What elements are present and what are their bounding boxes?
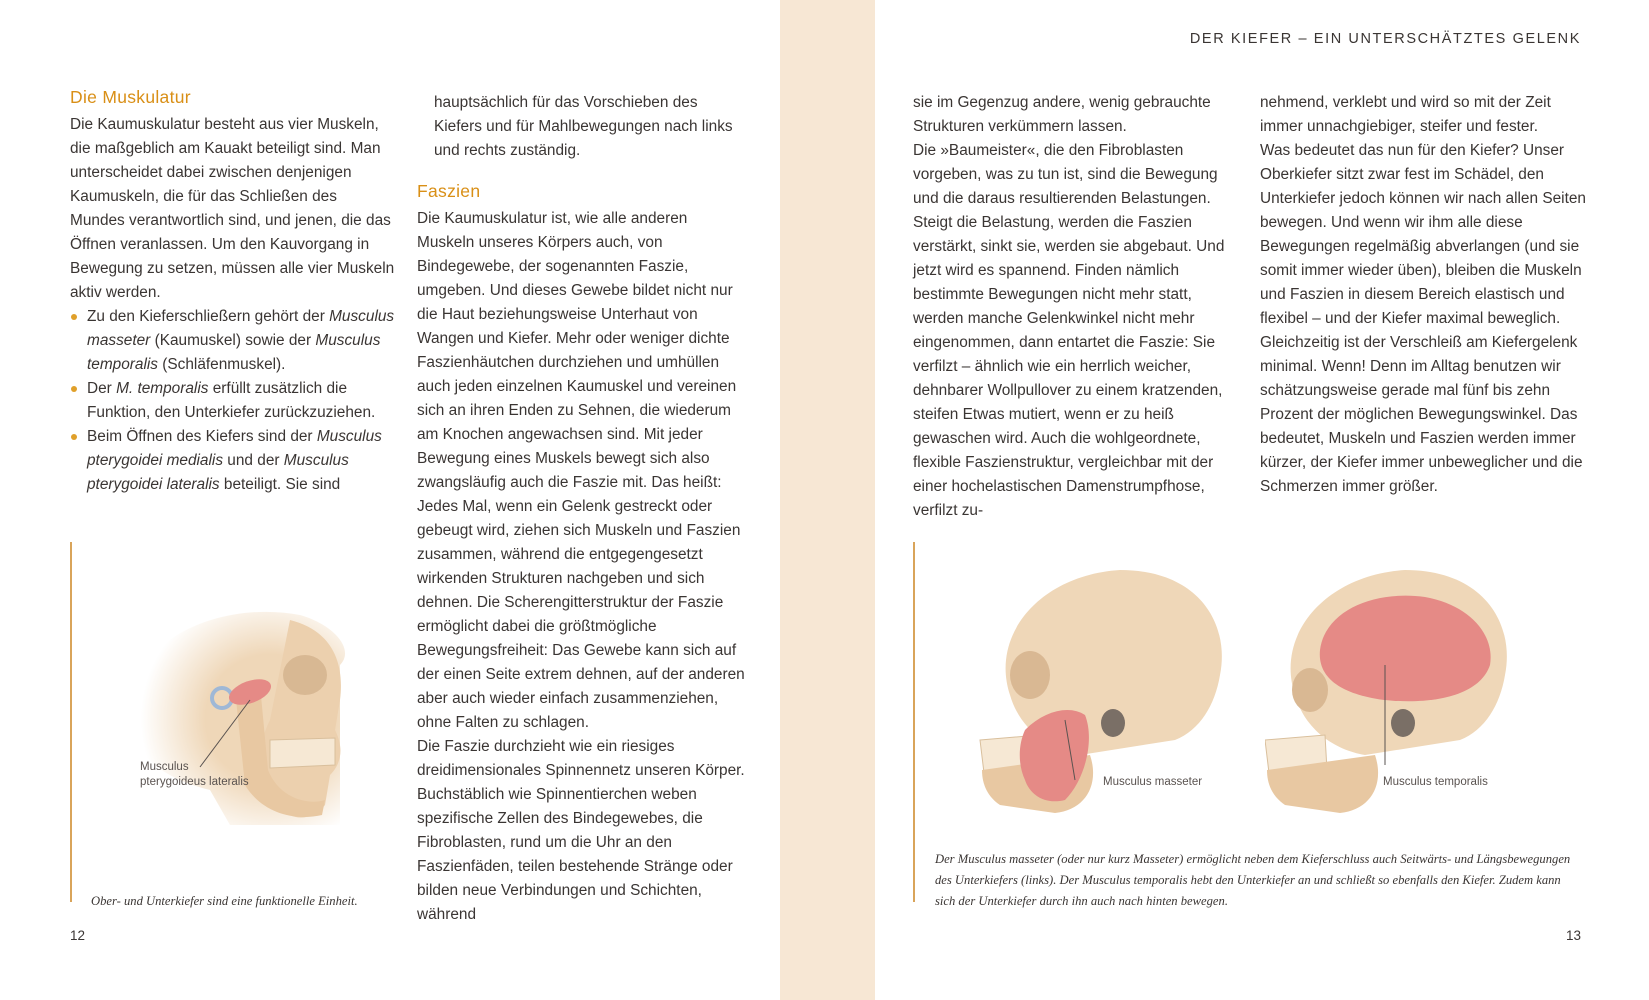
label-pterygoideus-1: Musculus bbox=[140, 761, 189, 773]
muskulatur-intro: Die Kaumuskulatur besteht aus vier Muskeln, die maßgeblich am Kauakt beteiligt sind. Man unterscheidet dabei zwischen denjenigen Kaumuskeln, die für das Schließen des Mundes verantwortlich sind, und jenen, die das Öffnen veranlassen. Um den Kauvorgang in Bewegung zu setzen, müssen alle vier Muskeln aktiv werden. bbox=[70, 116, 395, 301]
column-1 bbox=[70, 85, 395, 497]
orbit-shape bbox=[1292, 668, 1328, 712]
figure-rule-left bbox=[70, 542, 72, 902]
label-pterygoideus-2: pterygoideus lateralis bbox=[140, 776, 249, 788]
skull-illustration-masseter bbox=[970, 555, 1240, 820]
running-head: DER KIEFER – EIN UNTERSCHÄTZTES GELENK bbox=[1189, 31, 1581, 47]
orbit-shape bbox=[283, 655, 327, 695]
col4-paragraph-1: nehmend, verklebt und wird so mit der Zeit immer unnachgiebiger, steifer und fester. bbox=[1260, 94, 1551, 135]
heading-muskulatur: Die Muskulatur bbox=[70, 87, 191, 107]
col3-paragraph-1: sie im Gegenzug andere, wenig gebrauchte Strukturen verkümmern lassen. bbox=[913, 94, 1211, 135]
ear-canal bbox=[1101, 709, 1125, 737]
book-gutter bbox=[780, 0, 875, 1000]
ear-canal bbox=[1391, 709, 1415, 737]
faszien-paragraph-1: Die Kaumuskulatur ist, wie alle anderen Muskeln unseres Körpers auch, von Bindegewebe, der sogenannten Faszie, umgeben. Und dieses Gewebe bildet nicht nur die Haut beziehungsweise Unterhaut von Wangen und Kiefer. Mehr oder weniger dichte Faszienhäutchen durchziehen und umhüllen auch jeden einzelnen Kaumuskel und vereinen sich an ihren Enden zu Sehnen, die wiederum am Knochen angewachsen sind. Mit jeder Bewegung eines Muskels bewegt sich also zwangsläufig auch die Faszie mit. Das heißt: Jedes Mal, wenn ein Gelenk gestreckt oder gebeugt wird, ziehen sich Muskeln und Faszien zusammen, während die entgegengesetzt wirkenden Strukturen nachgeben und sich dehnen. Die Scherengitterstruktur der Faszie ermöglicht dabei die größtmögliche Bewegungsfreiheit: Das Gewebe kann sich auf der einen Seite extrem dehnen, auf der anderen aber auch wieder einfach zusammenziehen, ohne Falten zu schlagen. bbox=[417, 210, 745, 731]
skull-illustration-temporalis bbox=[1265, 555, 1535, 820]
label-masseter: Musculus masseter bbox=[1103, 776, 1203, 788]
page-number-left: 12 bbox=[70, 928, 86, 943]
col2-continuation: hauptsächlich für das Vorschieben des Kiefers und für Mahlbewegungen nach links und rechts zuständig. bbox=[434, 94, 733, 159]
list-item: Beim Öffnen des Kiefers sind der Musculus pterygoidei medialis und der Musculus pterygoidei lateralis beteiligt. Sie sind bbox=[70, 425, 395, 497]
skull-illustration-left bbox=[110, 590, 370, 835]
heading-faszien: Faszien bbox=[417, 181, 481, 201]
label-temporalis: Musculus temporalis bbox=[1383, 776, 1488, 788]
muscle-list bbox=[70, 305, 395, 497]
col4-paragraph-2: Was bedeutet das nun für den Kiefer? Unser Oberkiefer sitzt zwar fest im Schädel, den Unterkiefer jedoch können wir nach allen Seiten bewegen. Und wenn wir ihm alle diese Bewegungen regelmäßig abverlangen (und sie somit immer wieder üben), bleiben die Muskeln und Faszien in diesem Bereich elastisch und flexibel – und der Kiefer maximal beweglich. Gleichzeitig ist der Verschleiß am Kiefergelenk minimal. Wenn! Denn im Alltag benutzen wir schätzungsweise gerade mal fünf bis zehn Prozent der möglichen Bewegungswinkel. Das bedeutet, Muskeln und Faszien werden immer kürzer, der Kiefer immer unbeweglicher und die Schmerzen immer größer. bbox=[1260, 142, 1586, 495]
faszien-paragraph-2: Die Faszie durchzieht wie ein riesiges dreidimensionales Spinnennetz unseren Körper. Buchstäblich wie Spinnentierchen weben spezifische Zellen des Bindegewebes, die Fibroblasten, rund um die Uhr an den Faszienfäden, teilen bestehende Stränge oder bilden neue Verbindungen und Schichten, während bbox=[417, 738, 745, 923]
list-item: Zu den Kieferschließern gehört der Musculus masseter (Kaumuskel) sowie der Musculus temporalis (Schläfenmuskel). bbox=[70, 305, 395, 377]
list-item: Der M. temporalis erfüllt zusätzlich die Funktion, den Unterkiefer zurückzuziehen. bbox=[70, 377, 395, 425]
column-3 bbox=[913, 91, 1243, 523]
teeth-shape bbox=[270, 738, 335, 768]
orbit-shape bbox=[1010, 651, 1050, 699]
page-number-right: 13 bbox=[1565, 928, 1581, 943]
column-2 bbox=[417, 91, 747, 927]
caption-right: Der Musculus masseter (oder nur kurz Masseter) ermöglicht neben dem Kieferschluss auch Seitwärts- und Längsbewegungen des Unterkiefers (links). Der Musculus temporalis hebt den Unterkiefer an und schließt so ebenfalls den Kiefer. Zudem kann sich der Unterkiefer durch ihn auch nach hinten bewegen. bbox=[935, 852, 1571, 908]
column-4 bbox=[1260, 91, 1590, 499]
col3-paragraph-2: Die »Baumeister«, die den Fibroblasten vorgeben, was zu tun ist, sind die Bewegung und die daraus resultierenden Belastungen. Steigt die Belastung, werden die Faszien verstärkt, sinkt sie, werden sie abgebaut. Und jetzt wird es spannend. Finden nämlich bestimmte Bewegungen nicht mehr statt, werden manche Gelenkwinkel nicht mehr eingenommen, dann entartet die Faszie: Sie verfilzt – ähnlich wie ein herrlich weicher, dehnbarer Wollpullover zu einem kratzenden, steifen Etwas mutiert, wenn er zu heiß gewaschen wird. Auch die wohlgeordnete, flexible Faszienstruktur, vergleichbar mit der einer hochelastischen Damenstrumpfhose, verfilzt zu- bbox=[913, 142, 1225, 519]
figure-rule-right bbox=[913, 542, 915, 902]
caption-left: Ober- und Unterkiefer sind eine funktionelle Einheit. bbox=[91, 894, 358, 908]
